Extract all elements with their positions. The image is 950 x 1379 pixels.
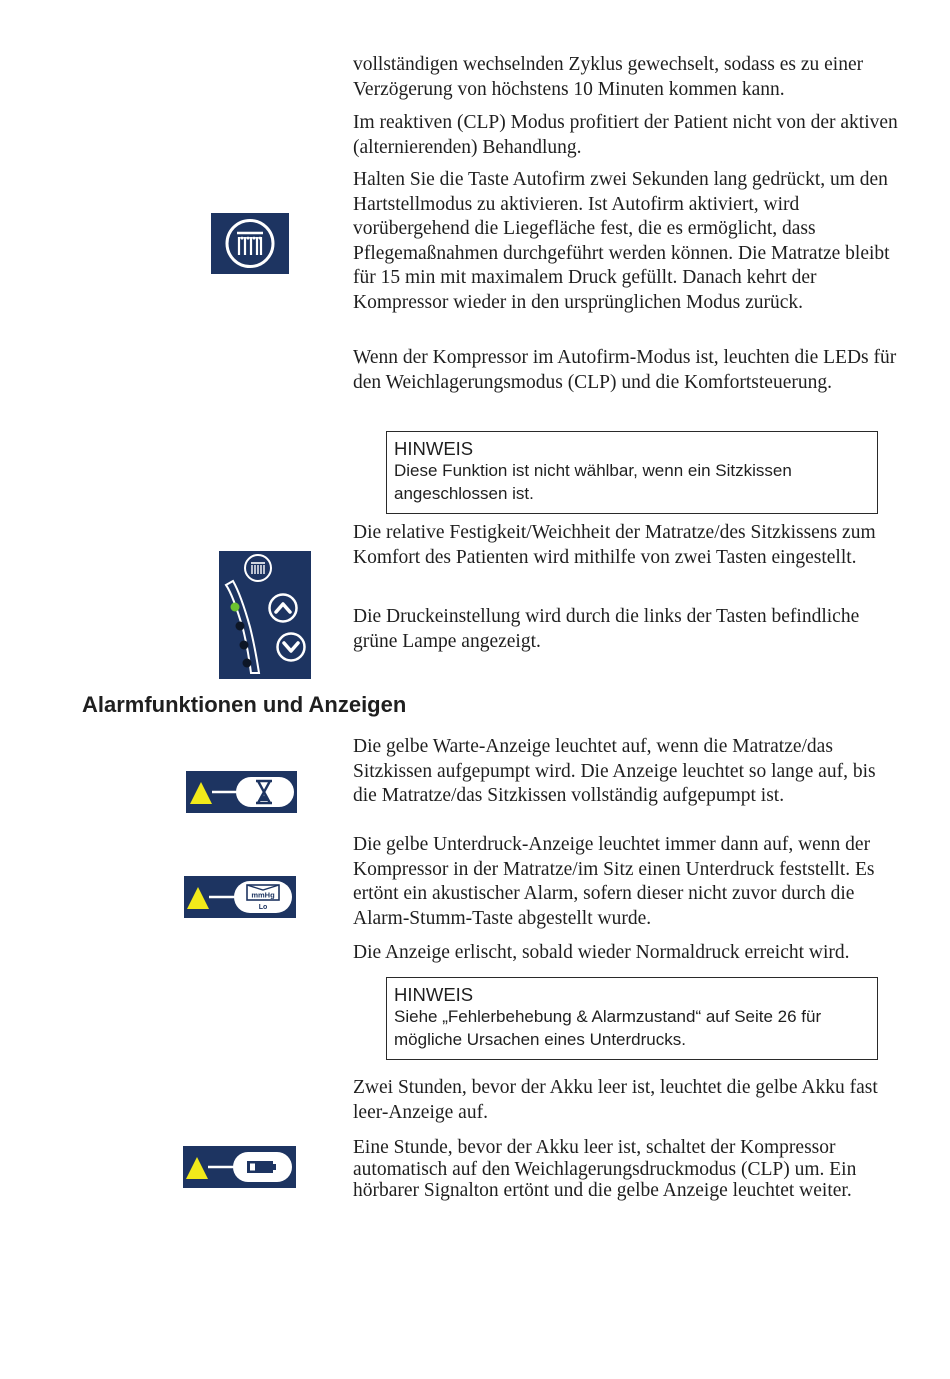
- note-box-sitzkissen: [386, 431, 878, 514]
- paragraph-autofirm-leds: Wenn der Kompressor im Autofirm-Modus ist, leuchten die LEDs für den Weichlagerungsmodus (CLP) und die Komfortsteuerung.: [353, 347, 897, 393]
- note-body: Diese Funktion ist nicht wählbar, wenn ein Sitzkissen angeschlossen ist.: [394, 461, 792, 503]
- paragraph-druckeinstellung: Die Druckeinstellung wird durch die links der Tasten befindliche grüne Lampe angezeigt.: [353, 606, 860, 652]
- mmhg-label: mmHg: [251, 890, 275, 900]
- wait-indicator-icon: [186, 771, 297, 813]
- paragraph-autofirm: Halten Sie die Taste Autofirm zwei Sekunden lang gedrückt, um den Hartstellmodus zu aktivieren. Ist Autofirm aktiviert, wird vorübergehend die Liegefläche fest, die es ermöglicht, dass Pflegemaßnahmen durchgeführt werden können. Die Matratze bleibt für 15 min mit maximalem Druck gefüllt. Danach kehrt der Kompressor wieder in den ursprünglichen Modus zurück.: [353, 169, 890, 313]
- battery-low-indicator-icon: [183, 1146, 296, 1188]
- paragraph-normaldruck: Die Anzeige erlischt, sobald wieder Normaldruck erreicht wird.: [353, 942, 850, 963]
- low-pressure-indicator-icon: [184, 876, 296, 918]
- note-body: Siehe „Fehlerbehebung & Alarmzustand“ auf Seite 26 für mögliche Ursachen eines Unterdrucks.: [394, 1007, 822, 1049]
- lo-label: Lo: [258, 904, 268, 911]
- paragraph-akku-fast-leer: Zwei Stunden, bevor der Akku leer ist, leuchtet die gelbe Akku fast leer-Anzeige auf.: [353, 1077, 878, 1123]
- comfort-control-panel-icon: [219, 551, 311, 679]
- paragraph-festigkeit: Die relative Festigkeit/Weichheit der Matratze/des Sitzkissens zum Komfort des Patienten wird mithilfe von zwei Tasten eingestellt.: [353, 522, 876, 568]
- note-box-unterdruck: [386, 977, 878, 1060]
- autofirm-button-icon: [211, 213, 289, 274]
- note-title: HINWEIS: [394, 984, 474, 1005]
- note-title: HINWEIS: [394, 438, 474, 459]
- paragraph-unterdruck: Die gelbe Unterdruck-Anzeige leuchtet immer dann auf, wenn der Kompressor in der Matratze/im Sitz einen Unterdruck feststellt. Es ertönt ein akustischer Alarm, sofern dieser nicht zuvor durch die Alarm-Stumm-Taste abgestellt wurde.: [353, 834, 875, 929]
- paragraph-akku-leer: Eine Stunde, bevor der Akku leer ist, schaltet der Kompressor automatisch auf den Weichlagerungsdruckmodus (CLP) um. Ein hörbarer Signalton ertönt und die gelbe Anzeige leuchtet weiter.: [353, 1137, 857, 1201]
- paragraph-clp-mode: Im reaktiven (CLP) Modus profitiert der Patient nicht von der aktiven (alternierenden) Behandlung.: [353, 112, 898, 158]
- paragraph-warte-anzeige: Die gelbe Warte-Anzeige leuchtet auf, wenn die Matratze/das Sitzkissen aufgepumpt wird. Die Anzeige leuchtet so lange auf, bis die Matratze/das Sitzkissen vollständig aufgepumpt ist.: [353, 736, 876, 806]
- section-heading-alarmfunktionen: Alarmfunktionen und Anzeigen: [82, 692, 407, 717]
- paragraph-zyklus: vollständigen wechselnden Zyklus gewechselt, sodass es zu einer Verzögerung von höchstens 10 Minuten kommen kann.: [353, 54, 864, 100]
